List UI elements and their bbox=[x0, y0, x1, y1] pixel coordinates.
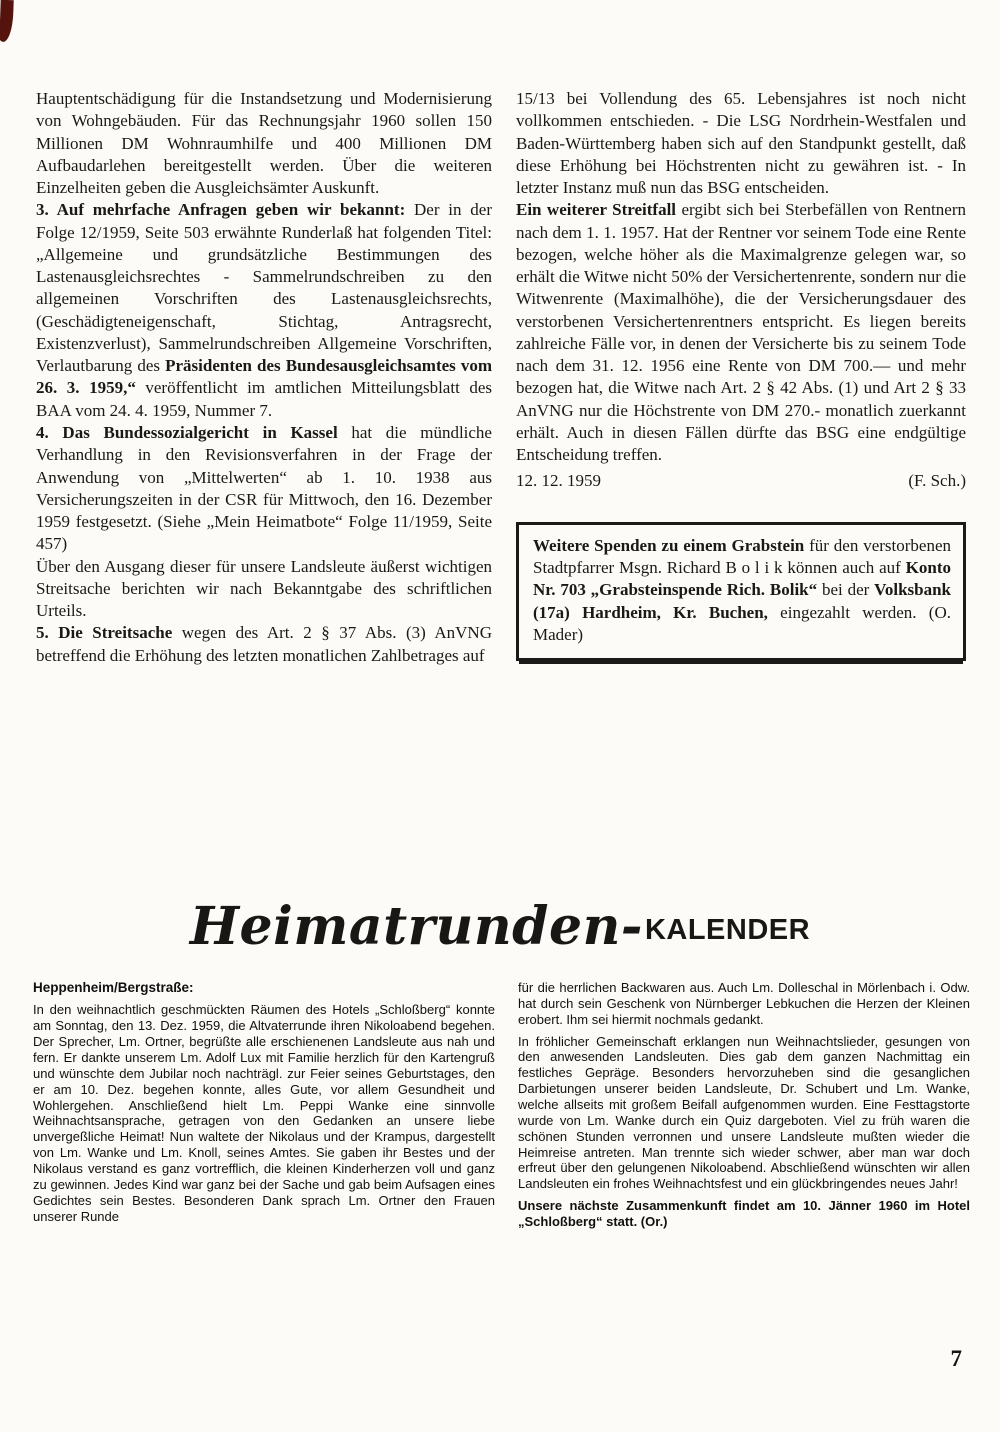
text-run: eingezahlt werden. (O. Mader) bbox=[533, 602, 951, 644]
paragraph-item-5 bbox=[36, 622, 492, 667]
bold-text-run: Ein weiterer Streitfall bbox=[516, 200, 677, 220]
kalender-left-column bbox=[33, 980, 495, 1231]
paragraph-court-outcome: Über den Ausgang dieser für unsere Landsleute äußerst wichtigen Streitsache berichten wir nach Bekanntgabe des schriftlichen Urteils. bbox=[36, 556, 492, 621]
bold-text-run: Volksbank (17a) Hardheim, Kr. Buchen, bbox=[533, 580, 951, 622]
paragraph-pension-ruling: 15/13 bei Vollendung des 65. Lebensjahres ist noch nicht vollkommen entschieden. - Die LSG Nordrhein-Westfalen und Baden-Württemberg haben sich auf den Standpunkt gestellt, daß diese Erhöhung bei Höchstrenten nicht zu gewähren ist. - In letzter Instanz muß nun das BSG entscheiden. bbox=[516, 89, 966, 198]
bold-text-run: Präsidenten des Bundesausgleichsamtes vom 26. 3. 1959,“ bbox=[36, 356, 493, 398]
page-number: 7 bbox=[950, 1346, 962, 1371]
kalender-paragraph-gemeinschaft: In fröhlicher Gemeinschaft erklangen nun Weihnachtslieder, gesungen von den anwesenden Landsleuten. Dies gab dem ganzen Nachmittag ein festliches Gepräge. Besonders hervorzuheben sind die gesanglichen Darbietungen unserer beiden Landsleute, Dr. Schubert und Lm. Wanke, welche allseits mit großem Beifall aufgenommen wurden. Eine Festtagstorte wurde von Lm. Wanke durch ein Quiz dargeboten. Viel zu früh waren die schönen Stunden verronnen und unsere Landsleute mußten wieder die Heimreise antreten. Man trennte sich wieder schwer, aber man war doch erfreut über den gelungenen Nikoloabend. Abschließend wünschten wir allen Landsleuten ein frohes Weihnachtsfest und ein glückbringendes neues Jahr! bbox=[518, 1033, 970, 1192]
paragraph-item-4 bbox=[36, 422, 492, 556]
dateline-author: (F. Sch.) bbox=[908, 470, 966, 490]
kalender-right-column bbox=[518, 980, 970, 1236]
bold-text-run: Weitere Spenden zu einem Grabstein bbox=[533, 535, 805, 555]
kalender-next-meeting: Unsere nächste Zusammenkunft findet am 10. Jänner 1960 im Hotel „Schloßberg“ statt. (Or.) bbox=[518, 1198, 970, 1230]
main-left-column bbox=[36, 88, 492, 667]
kalender-title bbox=[0, 896, 1000, 957]
kalender-paragraph-nikoloabend: In den weihnachtlich geschmückten Räumen des Hotels „Schloßberg“ konnte am Sonntag, den 13. Dez. 1959, die Altvaterrunde ihren Nikoloabend begehen. Der Sprecher, Lm. Ortner, begrüßte alle erschienenen Landsleute aus nah und fern. Er dankte unserem Lm. Adolf Lux mit Familie herzlich für den Kartengruß und wünschte dem Jubilar noch nachträgl. zur Feier seines Geburtstages, den er am 10. Dez. begehen konnte, alles Gute, vor allem Gesundheit und Wohlergehen. Anschließend hielt Lm. Peppi Wanke eine sinnvolle Weihnachtsansprache, getragen von den Gedanken an unsere liebe unvergeßliche Heimat! Nun waltete der Nikolaus und der Krampus, dargestellt von Lm. Wanke und Lm. Knoll, seines Amtes. Sie gaben ihr Bestes und der Nikolaus verstand es ganz vortrefflich, die kleinen Kinderherzen voll und ganz zu gewinnen. Jedes Kind war ganz bei der Sache und gab beim Aufsagen eines Gedichtes sein Bestes. Besonderen Dank sprach Lm. Ortner den Frauen unserer Runde bbox=[33, 1002, 495, 1224]
bold-text-run: 5. Die Streitsache bbox=[36, 623, 173, 643]
main-right-column bbox=[516, 88, 966, 661]
bold-text-run: 3. Auf mehrfache Anfragen geben wir bekannt: bbox=[36, 200, 406, 220]
paragraph-streitfall bbox=[516, 199, 966, 466]
kalender-heading-heppenheim: Heppenheim/Bergstraße: bbox=[33, 980, 194, 995]
text-run: bei der bbox=[817, 580, 875, 600]
kalender-title-caps: KALENDER bbox=[644, 914, 811, 946]
paragraph-carryover: Hauptentschädigung für die Instandsetzung und Modernisierung von Wohngebäuden. Für das Rechnungsjahr 1960 sollen 150 Millionen DM Wohnraumhilfe und 400 Millionen DM Aufbaudarlehen bereitgestellt werden. Über die weiteren Einzelheiten geben die Ausgleichsämter Auskunft. bbox=[36, 89, 492, 198]
kalender-paragraph-backwaren: für die herrlichen Backwaren aus. Auch Lm. Dolleschal in Mörlenbach i. Odw. hat durch sein Geschenk von Nürnberger Lebkuchen die Herzen der Kleinen erobert. Ihm sei hiermit nochmals gedankt. bbox=[518, 980, 970, 1027]
donation-notice-text bbox=[533, 535, 951, 646]
dateline bbox=[516, 470, 966, 492]
paragraph-item-3 bbox=[36, 199, 492, 422]
text-run: hat die mündliche Verhandlung in den Revisionsverfahren in der Frage der Anwendung von „Mittelwerten“ ab 1. 10. 1938 aus Versicherungszeiten in der CSR für Mittwoch, den 16. Dezember 1959 festgesetzt. (Siehe „Mein Heimatbote“ Folge 11/1959, Seite 457) bbox=[36, 422, 492, 554]
text-run: für den verstorbenen Stadtpfarrer Msgn. Richard B o l i k können auch auf bbox=[533, 535, 951, 578]
text-run: ergibt sich bei Sterbefällen von Rentnern nach dem 1. 1. 1957. Hat der Rentner vor seinem Tode eine Rente bezogen, welche höher als die Maximalgrenze gelegen war, so erhält die Witwe nicht 50% der Versichertenrente, sondern nur die Witwenrente (Maximalhöhe), die der Versicherungsdauer des verstorbenen Versichertenrentners entspricht. Es liegen bereits zahlreiche Fälle vor, in denen der Versicherte bis zu seinem Tode nach dem 31. 12. 1956 eine Rente von DM 700.— und mehr bezogen hat, die Witwe nach Art. 2 § 42 Abs. (1) und Art 2 § 33 AnVNG nur die Höchstrente von DM 270.- monatlich zuerkannt erhält. Auch in diesen Fällen dürfte das BSG eine endgültige Entscheidung treffen. bbox=[516, 200, 966, 465]
ink-smudge-mark bbox=[0, 0, 14, 42]
text-run: veröffentlicht im amtlichen Mitteilungsblatt des BAA vom 24. 4. 1959, Nummer 7. bbox=[36, 378, 493, 420]
bold-text-run: 4. Das Bundessozialgericht in Kassel bbox=[36, 422, 338, 442]
dateline-date: 12. 12. 1959 bbox=[516, 470, 601, 490]
bold-text-run: Konto Nr. 703 „Grabsteinspende Rich. Bolik“ bbox=[533, 558, 951, 600]
text-run: Der in der Folge 12/1959, Seite 503 erwähnte Runderlaß hat folgenden Titel: „Allgemeine und grundsätzliche Bestimmungen des Lastenausgleichsrechtes - Sammelrundschreiben zu den allgemeinen Vorschriften des Lastenausgleichsrechts, (Geschädigteneigenschaft, Stichtag, Antragsrecht, Existenzverlust), Sammelrundschreiben Allgemeine Vorschriften, Verlautbarung des bbox=[36, 200, 492, 376]
donation-notice-box bbox=[516, 522, 966, 661]
kalender-title-script: Heimatrunden- bbox=[189, 896, 643, 957]
text-run: wegen des Art. 2 § 37 Abs. (3) AnVNG betreffend die Erhöhung des letzten monatlichen Zahlbetrages auf bbox=[36, 623, 492, 665]
